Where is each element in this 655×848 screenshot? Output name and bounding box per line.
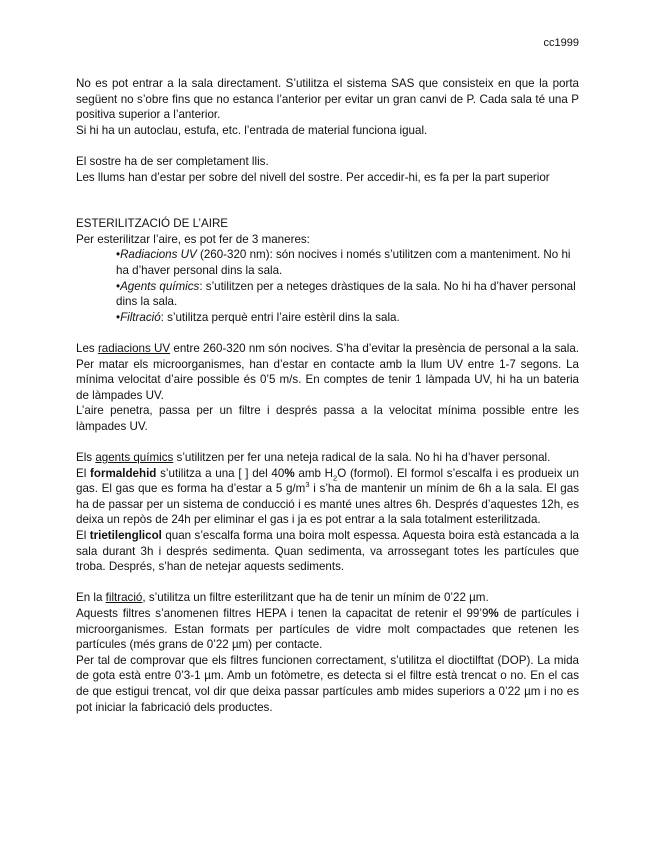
uv-paragraph-2: L’aire penetra, passa per un filtre i després passa a la velocitat mínima possible entre les làmpades UV. bbox=[76, 404, 579, 433]
sas-paragraph: No es pot entrar a la sala directament. S’utilitza el sistema SAS que consisteix en que la porta següent no s’obre fins que no estanca l’anterior per evitar un gran canvi de P. Cada sala té una P positiva superior a l’anterior. bbox=[76, 77, 579, 122]
method-name: Filtració bbox=[120, 310, 161, 324]
lights-paragraph: Les llums han d’estar per sobre del nivell del sostre. Per accedir-hi, es fa per la part superior bbox=[76, 170, 550, 184]
method-text: : s’utilitzen per a neteges dràstiques de la sala. No hi ha d’haver personal dins la sala. bbox=[116, 279, 576, 309]
formaldehyde-paragraph: El formaldehid s’utilitza a una [ ] del 40% amb $H_2O$ (formol). El formol s’escalfa i es produeix un gas. El gas que es forma ha d’estar a 5 $g/m^3$ i s’ha de mantenir un mínim de 6h a la sala. El gas ha de passar per un sistema de conducció i es manté unes altres 6h. Després d’aquestes 12h, es deixa un repòs de 24h per eliminar el gas i ja es pot entrar a la sala totalment esterilitzada. bbox=[76, 466, 580, 527]
filtration-term: filtració bbox=[105, 591, 143, 605]
uv-paragraph: Les radiacions UV entre 260-320 nm són nocives. S’ha d’evitar la presència de personal a la sala. Per matar els microorganismes, han d’estar en contacte amb la llum UV entre 1-7 segons. La mínima velocitat d’aire possible és 0’5 m/s. En comptes de tenir 1 làmpada UV, hi ha un bateria de làmpades UV. bbox=[76, 341, 579, 402]
method-text: : s’utilitza perquè entri l’aire estèril dins la sala. bbox=[160, 310, 400, 324]
triethylene-paragraph: El trietilenglicol quan s’escalfa forma una boira molt espessa. Aquesta boira està estancada a la sala durant 3h i després sedimenta. Quan sedimenta, va arrossegant totes les partícules que troba. Després, s’han de netejar aquests sediments. bbox=[76, 529, 579, 574]
dop-paragraph: Per tal de comprovar que els filtres funcionen correctament, s’utilitza el dioctilftat (DOP). La mida de gota està entre 0’3-1 µm. Amb un fotòmetre, es detecta si el filtre està trencat o no. En el cas de que estigui trencat, vol dir que deixa passar partícules amb mides superiors a 0’22 µm i no es pot iniciar la fabricació dels productes. bbox=[76, 653, 579, 714]
filtration-paragraph: En la filtració, s’utilitza un filtre esterilitzant que ha de tenir un mínim de 0’22 µm. bbox=[76, 591, 489, 605]
method-item-filtration bbox=[116, 310, 579, 326]
autoclave-paragraph: Si hi ha un autoclau, estufa, etc. l’entrada de material funciona igual. bbox=[76, 123, 428, 137]
chemical-term: agents químics bbox=[95, 451, 174, 465]
method-name: Agents químics bbox=[120, 279, 200, 293]
section-intro: Per esterilitzar l’aire, es pot fer de 3 maneres: bbox=[76, 232, 310, 246]
ceiling-paragraph: El sostre ha de ser completament llis. bbox=[76, 154, 269, 168]
method-item-chemical bbox=[116, 279, 579, 310]
bullet: • bbox=[116, 248, 121, 262]
hepa-paragraph: Aquests filtres s’anomenen filtres HEPA i tenen la capacitat de retenir el 99’9% de partícules i microorganismes. Estan formats per partícules de vidre molt compactades que retenen les partícules (més grans de 0’22 µm) per contacte. bbox=[76, 607, 579, 652]
bullet: • bbox=[116, 279, 121, 293]
chemical-paragraph: Els agents químics s’utilitzen per fer una neteja radical de la sala. No hi ha d’haver personal. bbox=[76, 451, 551, 465]
section-title: ESTERILITZACIÓ DE L’AIRE bbox=[76, 217, 229, 231]
method-text: (260-320 nm): són nocives i només s’utilitzen com a manteniment. No hi ha d’haver personal dins la sala. bbox=[116, 248, 571, 277]
triethylene-term: trietilenglicol bbox=[89, 529, 162, 543]
document-body bbox=[76, 76, 579, 715]
bullet: • bbox=[116, 310, 121, 324]
method-item-uv bbox=[116, 247, 579, 278]
method-name: Radiacions UV bbox=[120, 248, 197, 262]
formaldehyde-term: formaldehid bbox=[90, 466, 157, 480]
page-identifier: cc1999 bbox=[543, 37, 579, 49]
uv-term: radiacions UV bbox=[97, 341, 171, 355]
methods-list bbox=[76, 247, 579, 325]
